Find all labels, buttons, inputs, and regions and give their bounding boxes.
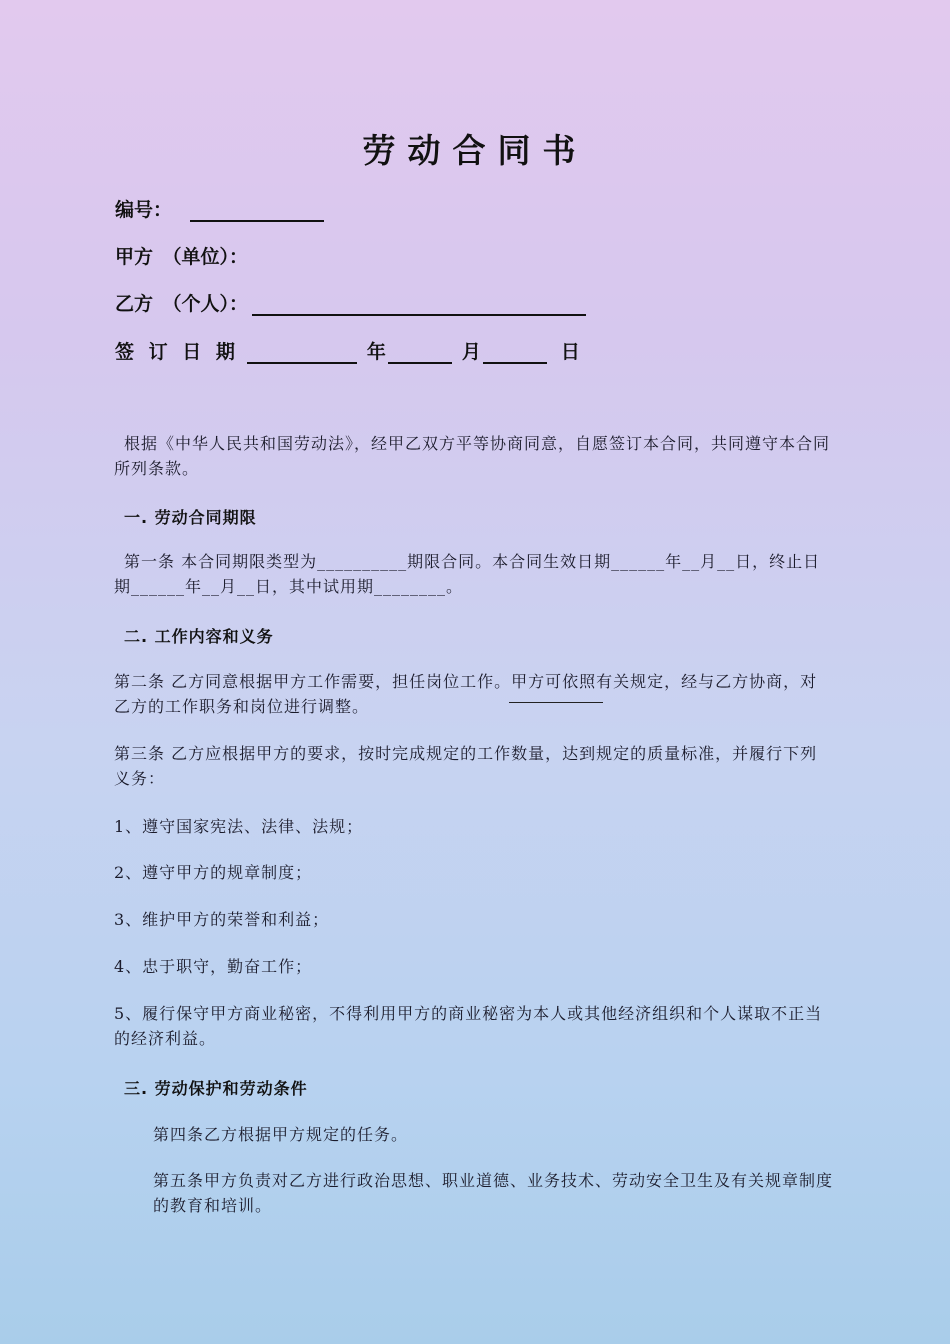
- article-1: 第一条 本合同期限类型为__________期限合同。本合同生效日期______年__月__日，终止日期______年__月__日，其中试用期________。: [114, 552, 821, 596]
- contract-number-field: [115, 195, 330, 222]
- obligation-item-2: 2、遵守甲方的规章制度；: [114, 863, 313, 882]
- party-b-label: 乙方 （个人）：: [115, 293, 249, 315]
- intro-paragraph: 根据《中华人民共和国劳动法》，经甲乙双方平等协商同意，自愿签订本合同，共同遵守本合同所列条款。: [114, 434, 831, 478]
- party-a-label: 甲方 （单位）：: [115, 246, 249, 268]
- sign-year-blank: [247, 342, 357, 364]
- sign-month-blank: [388, 342, 452, 364]
- stray-underline: [509, 702, 603, 703]
- party-a-field: [115, 242, 248, 269]
- section-heading-term: 一. 劳动合同期限: [124, 508, 257, 527]
- sign-date-field: [115, 337, 580, 364]
- day-label: 日: [560, 341, 580, 363]
- article-4: 第四条乙方根据甲方规定的任务。: [153, 1125, 409, 1144]
- sign-date-label: 签 订 日 期: [115, 341, 239, 363]
- year-label: 年: [366, 341, 386, 363]
- obligation-item-3: 3、维护甲方的荣誉和利益；: [114, 910, 330, 929]
- month-label: 月: [461, 341, 481, 363]
- contract-number-blank: [190, 200, 324, 222]
- article-5: 第五条甲方负责对乙方进行政治思想、职业道德、业务技术、劳动安全卫生及有关规章制度的教育和培训。: [153, 1171, 834, 1215]
- obligation-item-1: 1、遵守国家宪法、法律、法规；: [114, 817, 364, 836]
- document-title: 劳动合同书: [362, 131, 588, 170]
- party-b-field: [115, 289, 592, 316]
- obligation-item-5: 5、履行保守甲方商业秘密，不得利用甲方的商业秘密为本人或其他经济组织和个人谋取不正当的经济利益。: [114, 1004, 823, 1048]
- article-3: 第三条 乙方应根据甲方的要求，按时完成规定的工作数量，达到规定的质量标准，并履行下列义务：: [114, 744, 818, 788]
- contract-number-label: 编号：: [115, 199, 173, 221]
- section-heading-duties: 二. 工作内容和义务: [124, 627, 274, 646]
- party-b-blank: [252, 294, 586, 316]
- article-2: 第二条 乙方同意根据甲方工作需要，担任岗位工作。甲方可依照有关规定，经与乙方协商，对乙方的工作职务和岗位进行调整。: [114, 672, 818, 716]
- section-heading-protection: 三. 劳动保护和劳动条件: [124, 1079, 308, 1098]
- obligation-item-4: 4、忠于职守，勤奋工作；: [114, 957, 313, 976]
- sign-day-blank: [483, 342, 547, 364]
